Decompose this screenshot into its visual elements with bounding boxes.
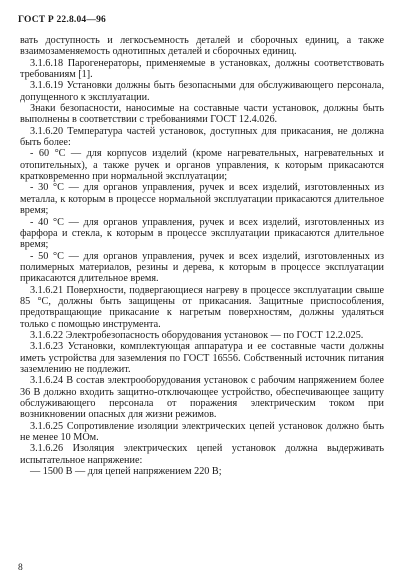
- paragraph-3-1-6-24: 3.1.6.24 В состав электрооборудования установок с рабочим напряжением более 36 В должно входить защитно-отключающее устройство, обеспечивающее защиту обслуживающего персонала от поражения электрическим током при возникновении опасных для жизни режимов.: [20, 375, 384, 421]
- paragraph-3-1-6-22: 3.1.6.22 Электробезопасность оборудования установок — по ГОСТ 12.2.025.: [30, 329, 364, 341]
- standard-header: ГОСТ Р 22.8.04—96: [18, 15, 106, 25]
- paragraph-3-1-6-21: 3.1.6.21 Поверхности, подвергающиеся нагреву в процессе эксплуатации свыше 85 °С, должны быть защищены от прикасания. Защитные приспособления, предотвращающие прикасание к нагретым поверхностям, должны удаляться только с помощью инструмента.: [20, 284, 384, 330]
- paragraph-continuation: вать доступность и легкосъемность деталей и сборочных единиц, а также взаимозаменяемость однотипных деталей и сборочных единиц.: [20, 35, 384, 58]
- paragraph-safety-signs: Знаки безопасности, наносимые на составные части установок, должны быть выполнены в соответствии с требованиями ГОСТ 12.4.026.: [20, 103, 384, 126]
- document-body: [20, 35, 384, 477]
- list-item-1500v: — 1500 В — для цепей напряжением 220 В;: [30, 466, 222, 478]
- paragraph-3-1-6-18: 3.1.6.18 Парогенераторы, применяемые в установках, должны соответствовать требованиям [1].: [20, 57, 384, 81]
- paragraph-3-1-6-26: 3.1.6.26 Изоляция электрических цепей установок должна выдерживать испытательное напряжение:: [20, 443, 384, 466]
- list-item-30c: - 30 °С — для органов управления, ручек и всех изделий, изготовленных из металла, к которым в процессе нормальной эксплуатации прикасаются длительное время;: [20, 182, 384, 217]
- paragraph-3-1-6-23: 3.1.6.23 Установки, комплектующая аппаратура и ее составные части должны иметь устройства для заземления по ГОСТ 16556. Собственный источник питания заземлению не подлежит.: [20, 341, 384, 375]
- paragraph-3-1-6-20: 3.1.6.20 Температура частей установок, доступных для прикасания, не должна быть более:: [20, 125, 384, 149]
- list-item-50c: - 50 °С — для органов управления, ручек и всех изделий, изготовленных из полимерных материалов, резины и дерева, к которым в процессе эксплуатации прикасаются длительное время.: [20, 250, 384, 285]
- page-number: 8: [18, 563, 23, 573]
- paragraph-3-1-6-25: 3.1.6.25 Сопротивление изоляции электрических цепей установок должно быть не менее 10 МОм.: [20, 420, 384, 444]
- paragraph-3-1-6-19: 3.1.6.19 Установки должны быть безопасными для обслуживающего персонала, допущенного к эксплуатации.: [20, 80, 384, 103]
- list-item-40c: - 40 °С — для органов управления, ручек и всех изделий, изготовленных из фарфора и стекла, к которым в процессе эксплуатации прикасаются длительное время;: [20, 216, 384, 251]
- list-item-60c: - 60 °С — для корпусов изделий (кроме нагревательных, нагревательных и отопительных), а также ручек и органов управления, к которым прикасаются кратковременно при нормальной эксплуатации;: [20, 148, 384, 183]
